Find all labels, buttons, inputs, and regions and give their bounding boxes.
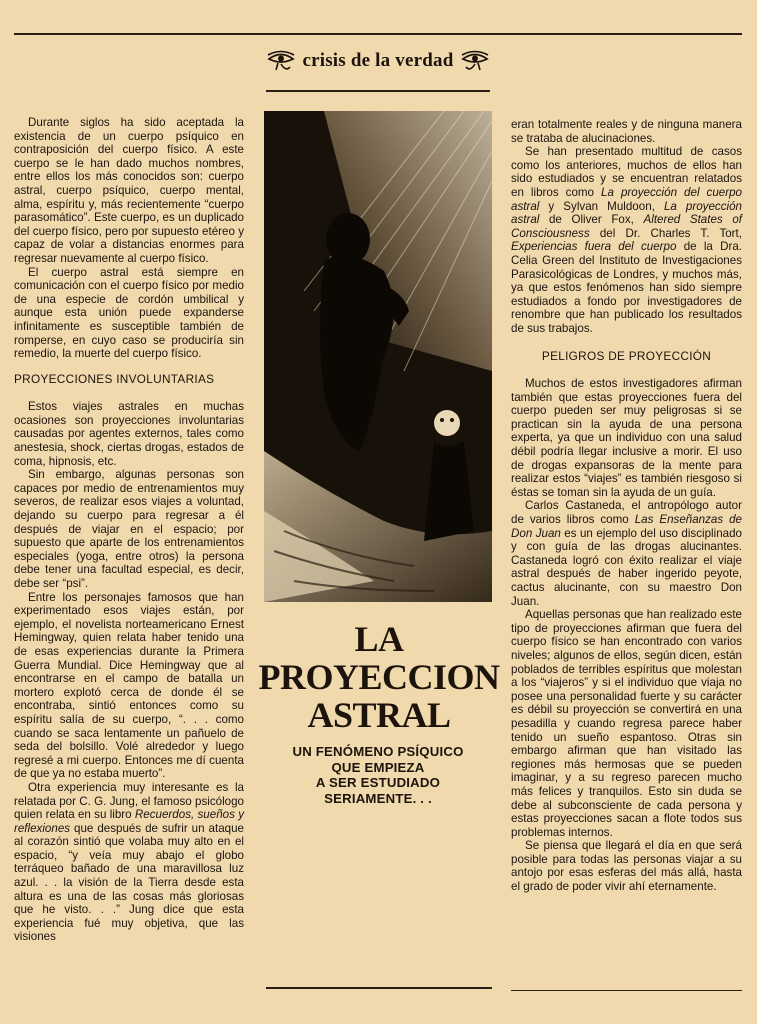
text-run: del Dr. Charles T. Tort, <box>589 226 742 240</box>
paragraph: Estos viajes astrales en muchas ocasiones son proyecciones involuntarias causadas por agentes externos, tales como anestesia, shock, ciertas drogas, estados de coma, hipnosis, etc. <box>14 400 244 468</box>
paragraph: Entre los personajes famosos que han experimentado esos viajes están, por ejemplo, el novelista norteamericano Ernest Hemingway, quien relata haber tenido una de esas experiencias durante la Primera Guerra Mundial. Dice Hemingway que al encontrarse en el campo de batalla un mortero explotó cerca de donde él se encontraba, sintió entonces como su espíritu salía de su cuerpo, “. . . como cuando se saca lentamente un pañuelo de seda del bolsillo. Volé alrededor y luego regresé a mi cuerpo. Entonces me dí cuenta de que ya no estaba muerto”. <box>14 590 244 781</box>
text-run: de la Dra. Celia Green del Instituto de Investigaciones Parasicológicas de Londres, y muchos más, ya que estos fenómenos han sido siempre estudiados a fondo por investigadores de renombre que han publicado los resultados de sus trabajos. <box>511 240 742 335</box>
paragraph: Sin embargo, algunas personas son capaces por medio de entrenamientos muy severos, de realizar esos viajes a voluntad, dejando su cuerpo para regresar a él después de viajar en el espacio; por supuesto que aparte de los entrenamientos especiales (yoga, entre otros) la persona debe tener una facultad especial, es decir, debe ser “psi”. <box>14 468 244 590</box>
book-title: La proyección del cuerpo astral <box>511 185 742 213</box>
book-title: Experiencias fuera del cuerpo <box>511 240 677 254</box>
book-title: Altered States of Consciousness <box>511 213 742 240</box>
paragraph: Aquellas personas que han realizado este tipo de proyecciones afirman que fuera del cuerpo físico se han encontrado con varios niveles; algunos de ellos, según dicen, están poblados de terribles espíritus que molestan a los “viajeros” y si el individuo que viaja no posee una personalidad fuerte y su carácter es débil su proyección se convertirá en una pesadilla y cuando regresa parece haber tenido un sueño espantoso. Otras sin embargo afirman que han visitado las regiones más hermosas que se pueden imaginar, y a su regreso parecen mucho más felices y tranquilos. Esto sin duda se debe al subconsciente de cada persona y estas proyecciones sacan a flote todos sus problemas internos. <box>511 608 742 839</box>
paragraph: El cuerpo astral está siempre en comunicación con el cuerpo físico por medio de una especie de cordón umbilical y aunque esta unión puede expanderse infinitamente es susceptible también de romperse, en cuyo caso se produciría sin remedio, la muerte del cuerpo físico. <box>14 265 244 361</box>
bottom-rule-center <box>266 987 492 989</box>
text-run: Otra experiencia muy interesante es la relatada por C. G. Jung, el famoso psicólogo quien relata en su libro <box>14 780 244 822</box>
eye-of-horus-icon <box>266 50 296 72</box>
astral-projection-illustration <box>264 111 492 602</box>
subtitle-line: SERIAMENTE. . . <box>324 790 432 806</box>
title-line: ASTRAL <box>307 695 451 735</box>
left-column <box>14 116 244 944</box>
section-heading: PROYECCIONES INVOLUNTARIAS <box>14 371 215 386</box>
book-title: Las Enseñanzas de Don Juan <box>511 513 743 540</box>
paragraph: eran totalmente reales y de ninguna manera se trataba de alucinaciones. <box>511 118 742 145</box>
text-run: que después de sufrir un ataque al corazón sintió que volaba muy alto en el espacio, “y veía muy abajo el globo terráqueo bañado de una maravillosa luz azul. . . la visión de la Tierra desde esta altura es una de las cosas más gloriosas que he visto. . .” Jung dice que esta experiencia fué muy objetiva, que las visiones <box>14 821 244 944</box>
title-line: LA <box>354 619 404 659</box>
subtitle-line: A SER ESTUDIADO <box>315 775 441 790</box>
text-run: es un ejemplo del uso disciplinado y con guía de las drogas alucinantes. Castaneda logró con éxito realizar el viaje astral después de haber ingerido peyote, cactus alucinante, con su maestro Don Juan. <box>511 526 742 608</box>
section-header <box>258 46 498 76</box>
book-title: La proyección astral <box>511 199 742 227</box>
header-underline <box>266 90 490 92</box>
article-title <box>254 620 504 734</box>
top-rule <box>14 33 742 35</box>
book-title: Recuerdos, sueños y reflexiones <box>14 808 244 835</box>
text-run: de Oliver Fox, <box>539 213 644 227</box>
paragraph <box>511 145 742 335</box>
paragraph <box>511 499 742 608</box>
title-line: PROYECCION <box>258 657 500 697</box>
subtitle-line: UN FENÓMENO PSÍQUICO <box>292 744 464 759</box>
section-heading: PELIGROS DE PROYECCIÓN <box>541 348 712 363</box>
section-title: crisis de la verdad <box>302 50 454 71</box>
text-run: Se han presentado multitud de casos como los anteriores, muchos de ellos han sido estudiados y se encuentran relatados en libros como <box>511 145 742 199</box>
eye-of-horus-icon <box>460 50 490 72</box>
right-column <box>511 118 742 894</box>
paragraph: Durante siglos ha sido aceptada la existencia de un cuerpo psíquico en contraposición del cuerpo físico. A este cuerpo se le han dado muchos nombres, entre ellos los más conocidos son: cuerpo astral, cuerpo psíquico, cuerpo mental, alma, espíritu y, más recientemente “cuerpo parasomático”. Este cuerpo, es un duplicado del cuerpo físico, pero por supuesto etéreo y capaz de volar a distancias enormes para regresar nuevamente al cuerpo físico. <box>14 116 244 265</box>
text-run: y Sylvan Muldoon, <box>539 199 664 213</box>
subtitle-line: QUE EMPIEZA <box>331 759 425 775</box>
bottom-rule-right <box>511 990 742 991</box>
paragraph: Se piensa que llegará el día en que será posible para todas las personas viajar a su antojo por esas esferas del más allá, hasta el grado de poder vivir ahí eternamente. <box>511 839 742 894</box>
text-run: Carlos Castaneda, el antropólogo autor de varios libros como <box>511 499 742 527</box>
paragraph <box>14 781 244 944</box>
article-subtitle <box>268 744 488 806</box>
paragraph: Muchos de estos investigadores afirman también que estas proyecciones fuera del cuerpo pueden ser muy peligrosas si se practican sin la ayuda de una persona experta, ya que un individuo con una salud débil podría llegar inclusive a morir. El uso de drogas expansoras de la mente para realizar estos “viajes” es también riesgoso si éstas se toman sin la ayuda de un guía. <box>511 377 742 499</box>
